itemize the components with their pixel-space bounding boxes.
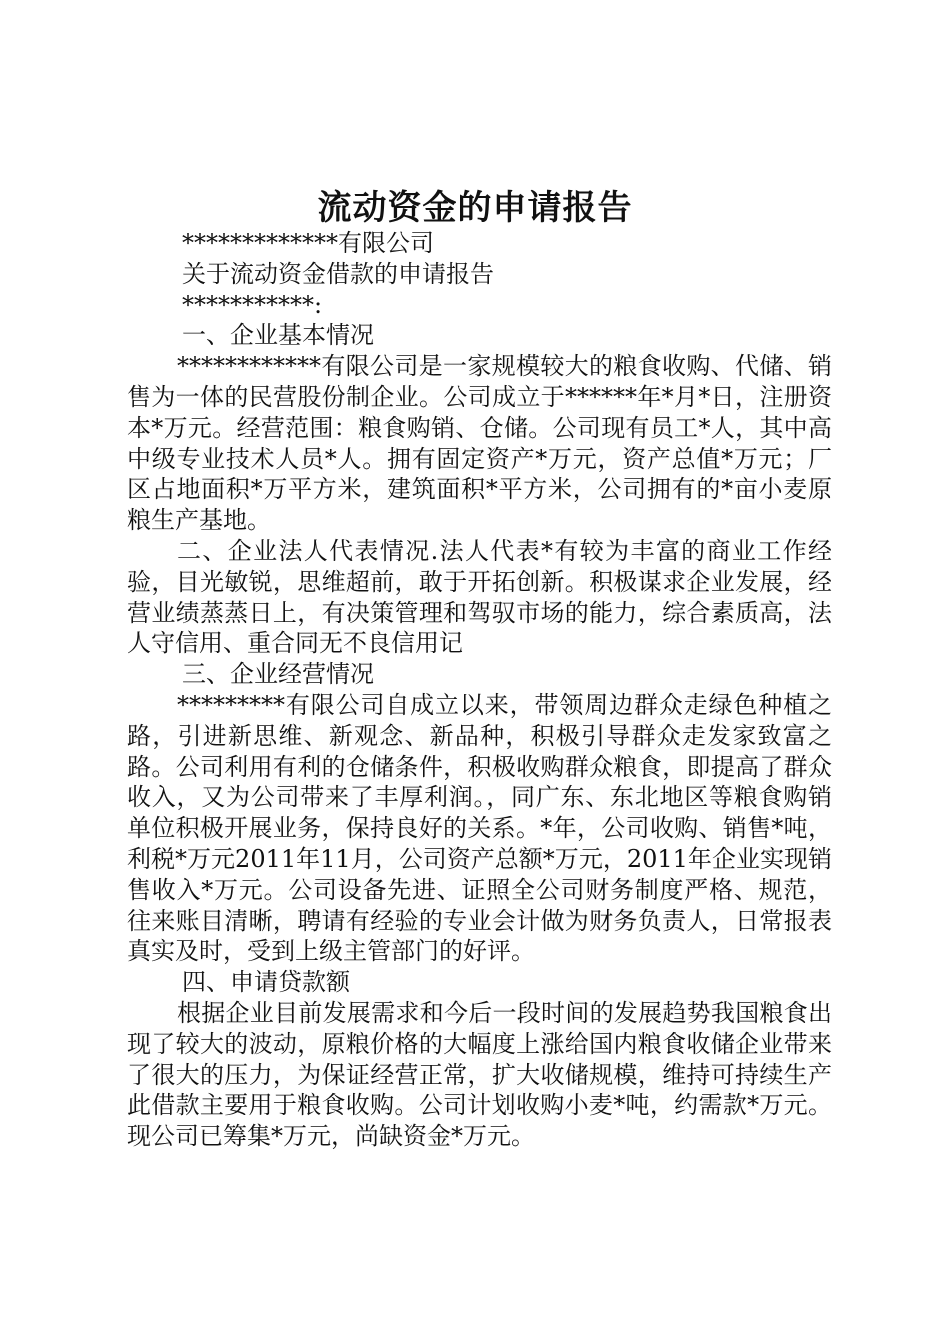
- section2-body: 二、企业法人代表情况.法人代表*有较为丰富的商业工作经验，目光敏锐，思维超前，敢于开拓创新。积极谋求企业发展，经营业绩蒸蒸日上，有决策管理和驾驭市场的能力，综合素质高，法人守信用、重合同无不良信用记: [127, 536, 832, 658]
- document-body: [127, 228, 832, 1152]
- document-title: 流动资金的申请报告: [317, 188, 633, 228]
- section4-body: 根据企业目前发展需求和今后一段时间的发展趋势我国粮食出现了较大的波动，原粮价格的大幅度上涨给国内粮食收储企业带来了很大的压力，为保证经营正常，扩大收储规模，维持可持续生产此借款主要用于粮食收购。公司计划收购小麦*吨，约需款*万元。现公司已筹集*万元，尚缺资金*万元。: [127, 998, 832, 1151]
- salutation: ***********:: [182, 290, 323, 319]
- company-line: *************有限公司: [182, 229, 434, 257]
- section3-heading: 三、企业经营情况: [182, 660, 374, 689]
- section1-heading: 一、企业基本情况: [182, 321, 374, 350]
- section4-heading: 四、申请贷款额: [182, 968, 350, 997]
- section1-body: ************有限公司是一家规模较大的粮食收购、代储、销售为一体的民营股份制企业。公司成立于******年*月*日，注册资本*万元。经营范围：粮食购销、仓储。公司现有员工*人，其中高中级专业技术人员*人。拥有固定资产*万元，资产总值*万元；厂区占地面积*万平方米，建筑面积*平方米，公司拥有的*亩小麦原粮生产基地。: [127, 352, 832, 535]
- subject-line: 关于流动资金借款的申请报告: [182, 259, 494, 288]
- section3-body: *********有限公司自成立以来，带领周边群众走绿色种植之路，引进新思维、新观念、新品种，积极引导群众走发家致富之路。公司利用有利的仓储条件，积极收购群众粮食，即提高了群众收入，又为公司带来了丰厚利润。，同广东、东北地区等粮食购销单位积极开展业务，保持良好的关系。*年，公司收购、销售*吨，利税*万元2011年11月，公司资产总额*万元，2011年企业实现销售收入*万元。公司设备先进、证照全公司财务制度严格、规范，往来账目清晰，聘请有经验的专业会计做为财务负责人，日常报表真实及时，受到上级主管部门的好评。: [127, 690, 832, 966]
